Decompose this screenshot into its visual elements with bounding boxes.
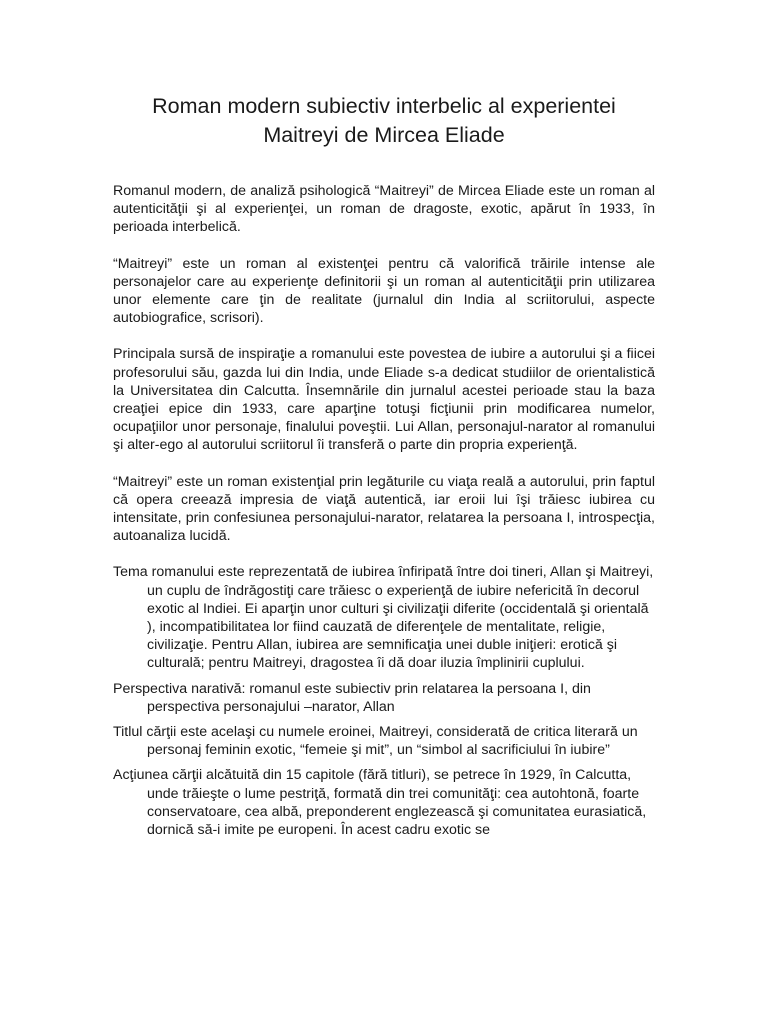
- paragraph-title-meaning: Titlul cărţii este acelaşi cu numele eroinei, Maitreyi, considerată de critica literară un personaj feminin exotic, “femeie şi mit”, un “simbol al sacrificiului în iubire”: [113, 724, 638, 759]
- paragraph-action: Acţiunea cărţii alcătuită din 15 capitole (fără titluri), se petrece în 1929, în Calcutta, unde trăieşte o lume pestriţă, formată din trei comunităţi: cea autohtonă, foarte conservatoare, cea albă, preponderent englezească şi comunitatea eurasiatică, dornică să-i imite pe europeni. În acest cadru exotic se: [113, 767, 647, 839]
- paragraph-intro: Romanul modern, de analiză psihologică “Maitreyi” de Mircea Eliade este un roman al autenticităţii şi al experienţei, un roman de dragoste, exotic, apărut în 1933, în perioada interbelică.: [113, 183, 655, 236]
- paragraph-existential: “Maitreyi” este un roman existenţial prin legăturile cu viaţa reală a autorului, prin faptul că opera creează impresia de viaţă autentică, iar eroii lui îşi trăiesc iubirea cu intensitate, prin confesiunea personajului-narator, relatarea la persoana I, introspecţia, autoanaliza lucidă.: [113, 473, 655, 545]
- title-line-2: Maitreyi de Mircea Eliade: [263, 123, 505, 147]
- paragraph-existence: “Maitreyi” este un roman al existenţei pentru că valorifică trăirile intense ale personajelor care au experienţe definitorii şi un roman al autenticităţii prin utilizarea unor elemente care ţin de realitate (jurnalul din India al scriitorului, aspecte autobiografice, scrisori).: [113, 255, 655, 327]
- paragraph-inspiration: Principala sursă de inspiraţie a romanului este povestea de iubire a autorului şi a fiicei profesorului său, gazda lui din India, unde Eliade s-a dedicat studiilor de orientalistică la Universitatea din Calcutta. Însemnările din jurnalul acestei perioade stau la baza creaţiei epice din 1933, care aparţine totuşi ficţiunii prin modificarea numelor, ocupaţiilor unor personaje, finalului poveştii. Lui Allan, personajul-narator al romanului şi alter-ego al autorului scriitorul îi transferă o parte din propria experienţă.: [113, 346, 655, 454]
- document-page: [113, 92, 655, 839]
- paragraph-narrative-perspective: Perspectiva narativă: romanul este subiectiv prin relatarea la persoana I, din perspectiva personajului –narator, Allan: [113, 680, 591, 715]
- title-line-1: Roman modern subiectiv interbelic al experientei: [152, 94, 616, 118]
- paragraph-theme: Tema romanului este reprezentată de iubirea înfiripată între doi tineri, Allan şi Maitreyi, un cuplu de îndrăgostiţi care trăiesc o experienţă de iubire nefericită în decorul exotic al Indiei. Ei aparţin unor culturi şi civilizaţii diferite (occidentală şi orientală ), incompatibilitatea lor fiind cauzată de diferenţele de mentalitate, religie, civilizaţie. Pentru Allan, iubirea are semnificaţia unei duble iniţieri: erotică şi culturală; pentru Maitreyi, dragostea îi dă doar iluzia împlinirii cuplului.: [113, 564, 654, 672]
- document-title: [113, 92, 655, 150]
